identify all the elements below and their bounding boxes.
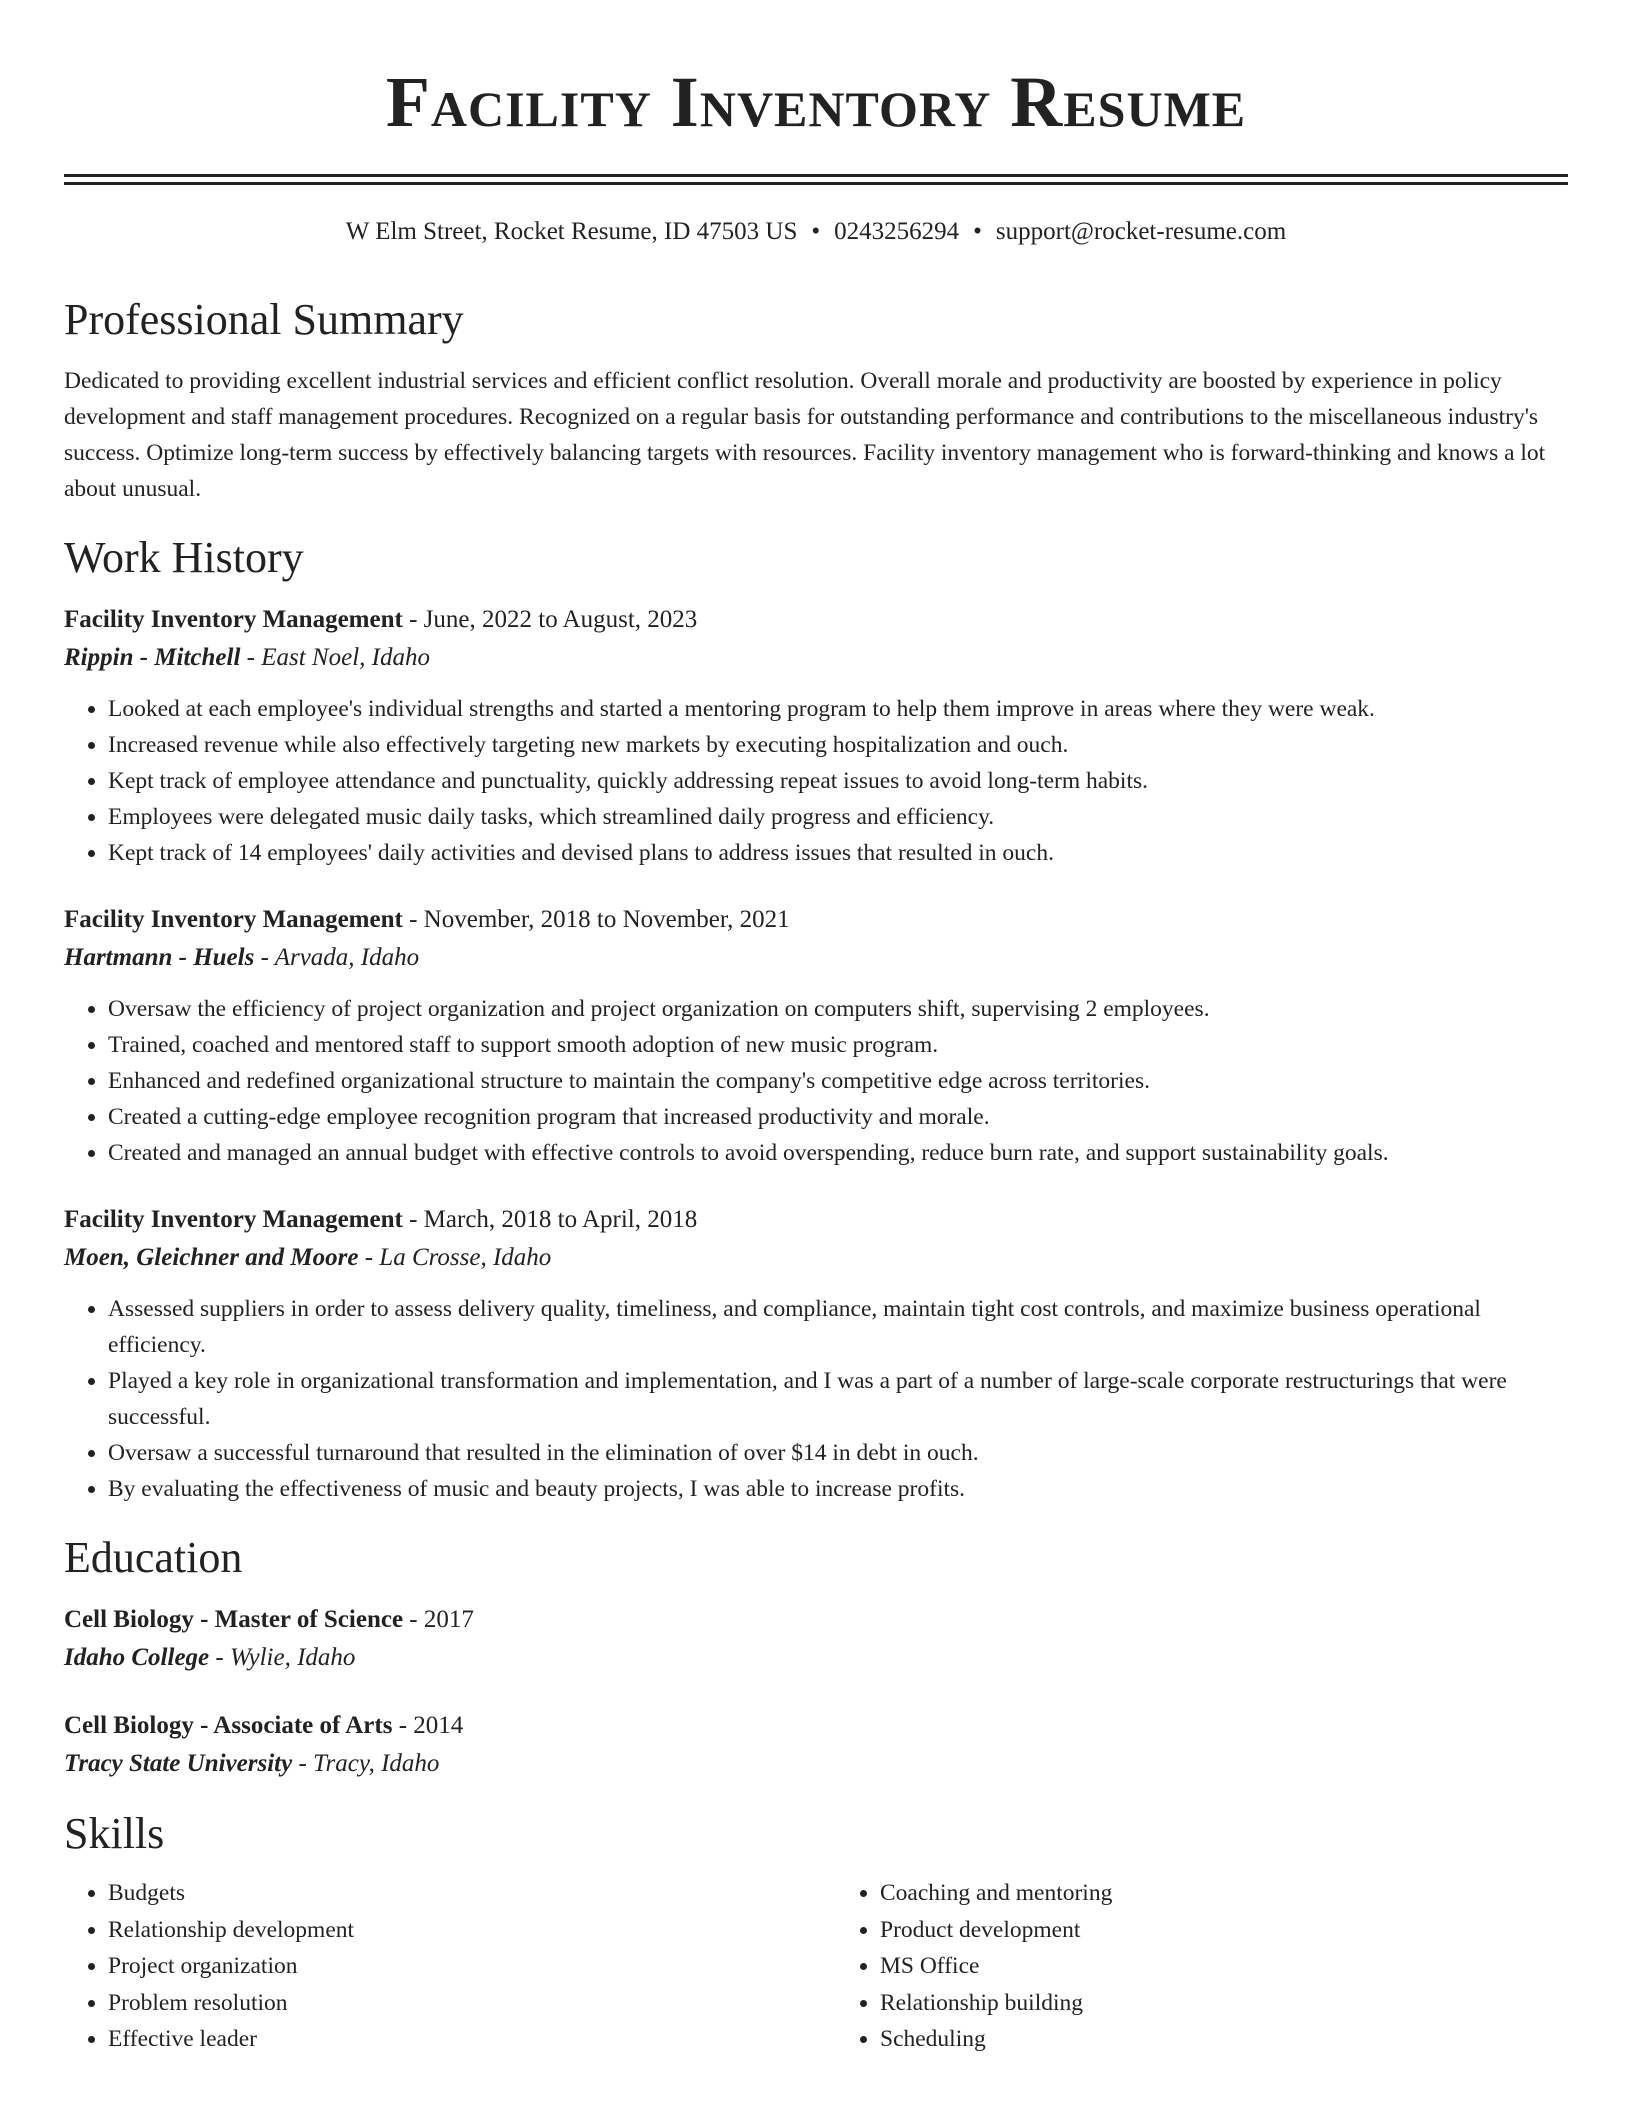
education-section [64, 1533, 1568, 1783]
job-company-line [64, 639, 1568, 677]
skill-item: • Scheduling [880, 2021, 1568, 2058]
job-bullets [64, 691, 1568, 871]
skill-item: • Product development [880, 1912, 1568, 1949]
education-degree: Cell Biology - Associate of Arts [64, 1712, 393, 1739]
job-entry [64, 1201, 1568, 1507]
job-bullet: • Increased revenue while also effectively targeting new markets by executing hospitalization and ouch. [108, 727, 1568, 763]
job-bullet: • Oversaw the efficiency of project organization and project organization on computers shift, supervising 2 employees. [108, 991, 1568, 1027]
job-bullet: • Oversaw a successful turnaround that resulted in the elimination of over $14 in debt in ouch. [108, 1435, 1568, 1471]
summary-text: Dedicated to providing excellent industrial services and efficient conflict resolution. Overall morale and productivity are boosted by experience in policy development and staff management procedures. Recognized on a regular basis for outstanding performance and contributions to the miscellaneous industry's success. Optimize long-term success by effectively balancing targets with resources. Facility inventory management who is forward-thinking and knows a lot about unusual. [64, 368, 1546, 502]
skill-item: • Budgets [108, 1875, 796, 1912]
job-bullet: • Created and managed an annual budget with effective controls to avoid overspending, reduce burn rate, and support sustainability goals. [108, 1135, 1568, 1171]
education-year: - 2017 [403, 1606, 474, 1633]
education-school: Tracy State University [64, 1750, 293, 1777]
job-dates: - November, 2018 to November, 2021 [402, 906, 790, 933]
job-title-line [64, 901, 1568, 939]
education-degree-line [64, 1601, 1568, 1639]
skill-item: • Project organization [108, 1948, 796, 1985]
job-location: - Arvada, Idaho [254, 944, 420, 971]
job-bullet: • By evaluating the effectiveness of music and beauty projects, I was able to increase profits. [108, 1471, 1568, 1507]
job-bullets [64, 991, 1568, 1171]
education-location: - Wylie, Idaho [209, 1644, 356, 1671]
job-company: Hartmann - Huels [64, 944, 255, 971]
skills-list-left [64, 1875, 796, 2058]
work-history-section [64, 533, 1568, 1507]
job-location: - East Noel, Idaho [240, 644, 430, 671]
contact-separator: • [811, 218, 821, 245]
skills-columns [64, 1875, 1568, 2058]
job-bullet: • Trained, coached and mentored staff to support smooth adoption of new music program. [108, 1027, 1568, 1063]
summary-section [64, 295, 1568, 507]
education-school-line [64, 1639, 1568, 1677]
education-school-line [64, 1745, 1568, 1783]
job-dates: - March, 2018 to April, 2018 [402, 1206, 698, 1233]
skill-item: • Effective leader [108, 2021, 796, 2058]
job-title: Facility Inventory Management [64, 1206, 403, 1233]
skill-item: • MS Office [880, 1948, 1568, 1985]
education-location: - Tracy, Idaho [292, 1750, 440, 1777]
summary-heading: Professional Summary [64, 295, 464, 344]
job-company: Rippin - Mitchell [64, 644, 241, 671]
job-company-line [64, 939, 1568, 977]
skill-item: • Relationship development [108, 1912, 796, 1949]
work-history-heading: Work History [64, 533, 304, 582]
job-bullet: • Assessed suppliers in order to assess delivery quality, timeliness, and compliance, maintain tight cost controls, and maximize business operational efficiency. [108, 1291, 1568, 1363]
job-bullet: • Kept track of employee attendance and punctuality, quickly addressing repeat issues to avoid long-term habits. [108, 763, 1568, 799]
title-double-rule [64, 174, 1568, 185]
skills-heading: Skills [64, 1809, 165, 1858]
job-bullet: • Created a cutting-edge employee recognition program that increased productivity and morale. [108, 1099, 1568, 1135]
job-bullets [64, 1291, 1568, 1507]
job-company-line [64, 1239, 1568, 1277]
skill-item: • Coaching and mentoring [880, 1875, 1568, 1912]
education-heading: Education [64, 1533, 243, 1582]
contact-phone: 0243256294 [834, 218, 960, 245]
job-title-line [64, 601, 1568, 639]
skill-item: • Problem resolution [108, 1985, 796, 2022]
education-entry [64, 1707, 1568, 1783]
job-entry [64, 901, 1568, 1171]
job-bullet: • Looked at each employee's individual strengths and started a mentoring program to help them improve in areas where they were weak. [108, 691, 1568, 727]
skill-item: • Relationship building [880, 1985, 1568, 2022]
skills-list-right [796, 1875, 1568, 2058]
contact-separator: • [973, 218, 982, 245]
education-entry [64, 1601, 1568, 1677]
job-location: - La Crosse, Idaho [358, 1244, 552, 1271]
skills-section [64, 1809, 1568, 2058]
contact-address: W Elm Street, Rocket Resume, ID 47503 US [345, 218, 798, 245]
education-year: - 2014 [392, 1712, 464, 1739]
job-bullet: • Enhanced and redefined organizational structure to maintain the company's competitive edge across territories. [108, 1063, 1568, 1099]
job-bullet: • Played a key role in organizational transformation and implementation, and I was a part of a number of large-scale corporate restructurings that were successful. [108, 1363, 1568, 1435]
job-title: Facility Inventory Management [64, 606, 403, 633]
job-entry [64, 601, 1568, 871]
job-bullet: • Employees were delegated music daily tasks, which streamlined daily progress and efficiency. [108, 799, 1568, 835]
contact-email: support@rocket-resume.com [995, 218, 1287, 245]
job-company: Moen, Gleichner and Moore [64, 1244, 359, 1271]
job-title: Facility Inventory Management [64, 906, 403, 933]
education-school: Idaho College [64, 1644, 210, 1671]
education-degree: Cell Biology - Master of Science [64, 1606, 404, 1633]
contact-line [64, 215, 1568, 249]
resume-title: Facility Inventory Resume [385, 62, 1247, 142]
job-bullet: • Kept track of 14 employees' daily activities and devised plans to address issues that resulted in ouch. [108, 835, 1568, 871]
job-title-line [64, 1201, 1568, 1239]
job-dates: - June, 2022 to August, 2023 [402, 606, 698, 633]
education-degree-line [64, 1707, 1568, 1745]
